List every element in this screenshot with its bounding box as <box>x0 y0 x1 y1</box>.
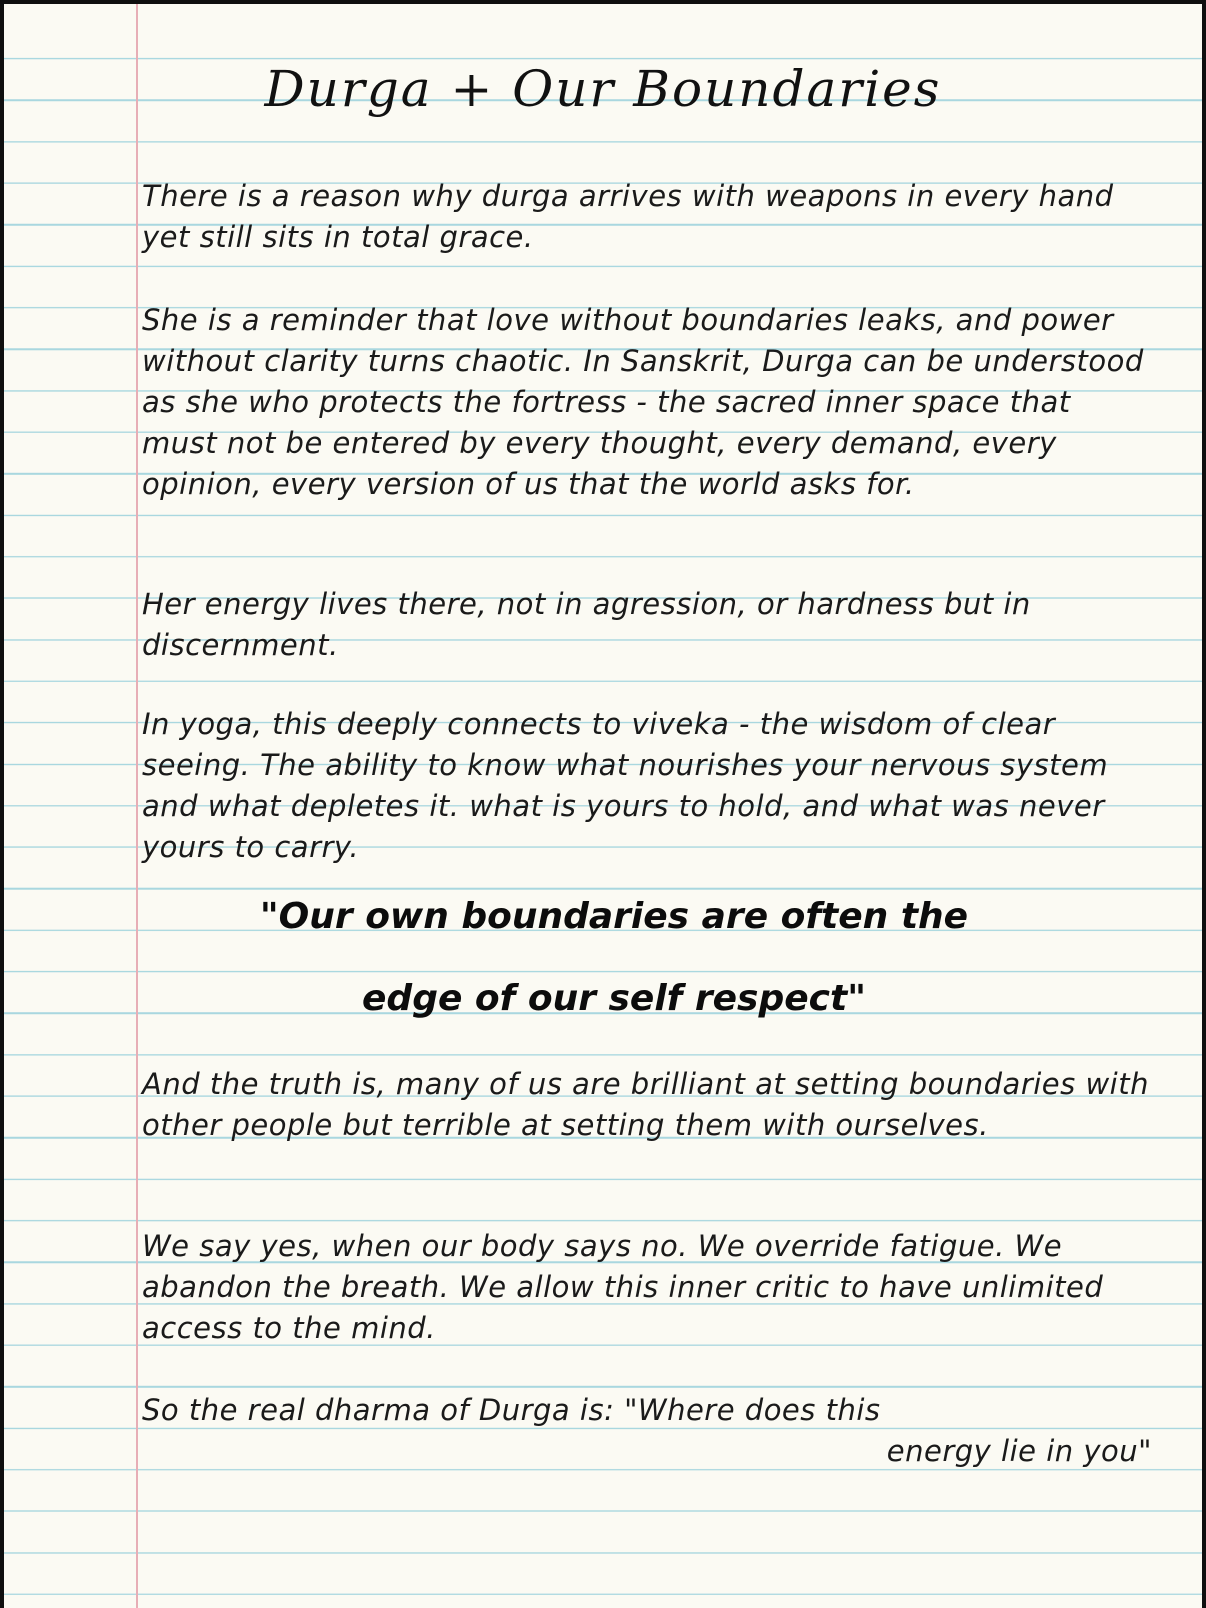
paragraph-6: We say yes, when our body says no. We override fatigue. We abandon the breath. We allow this inner critic to have unlimited access to the mind. <box>142 1229 1104 1345</box>
notebook-page <box>4 4 1202 1608</box>
closing-line-1: So the real dharma of Durga is: "Where does this <box>142 1393 881 1427</box>
page-title: Durga + Our Boundaries <box>264 60 942 118</box>
closing-line-2: energy lie in you" <box>886 1434 1152 1468</box>
quote-line-1: "Our own boundaries are often the <box>259 896 969 937</box>
paragraph-5: And the truth is, many of us are brilliant at setting boundaries with other people but terrible at setting them with ourselves. <box>142 1067 1149 1142</box>
paragraph-4: In yoga, this deeply connects to viveka - the wisdom of clear seeing. The ability to know what nourishes your nervous system and what depletes it. what is yours to hold, and what was never yours to carry. <box>142 707 1109 864</box>
quote-line-2: edge of our self respect" <box>362 978 866 1019</box>
margin-line <box>136 4 138 1608</box>
paragraph-2: She is a reminder that love without boundaries leaks, and power without clarity turns chaotic. In Sanskrit, Durga can be understood as she who protects the fortress - the sacred inner space that must not be entered by every thought, every demand, every opinion, every version of us that the world asks for. <box>142 303 1144 501</box>
paragraph-3: Her energy lives there, not in agression, or hardness but in discernment. <box>142 587 1031 662</box>
paragraph-1: There is a reason why durga arrives with weapons in every hand yet still sits in total grace. <box>142 179 1114 254</box>
